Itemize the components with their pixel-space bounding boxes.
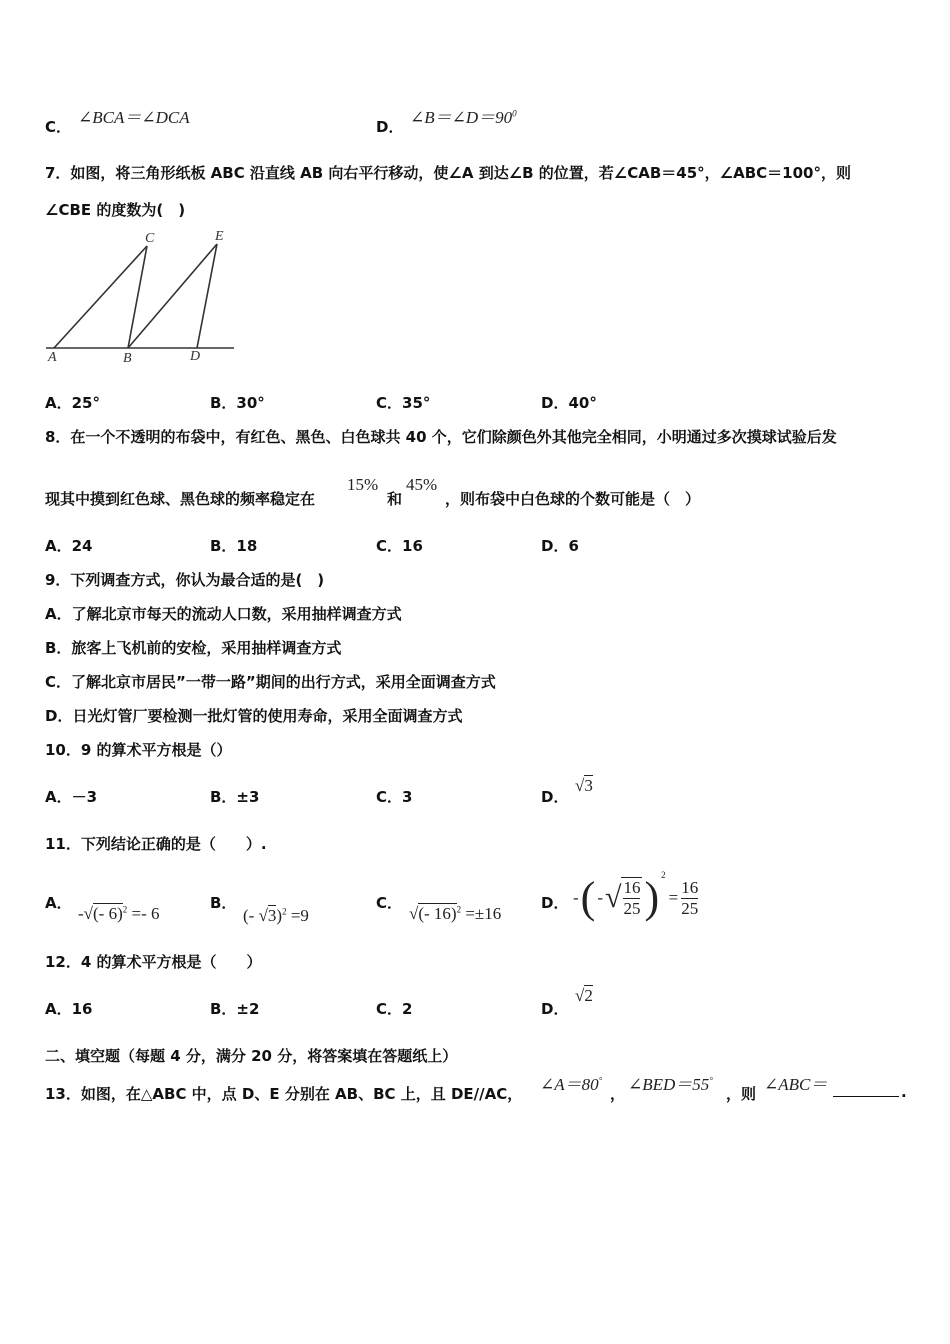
- q8-pct-black: 45%: [406, 475, 438, 494]
- q9-option-d: D．日光灯管厂要检测一批灯管的使用寿命，采用全面调查方式: [45, 707, 463, 725]
- label-c: C: [145, 231, 155, 246]
- q10-option-a: A．－3: [45, 788, 98, 806]
- q9-option-a: A．了解北京市每天的流动人口数，采用抽样调查方式: [45, 605, 402, 623]
- q9-option-b: B．旅客上飞机前的安检，采用抽样调查方式: [45, 639, 342, 657]
- q7-stem-line2: ∠CBE 的度数为( ): [45, 201, 186, 219]
- q8-stem-line2-c: ，则布袋中白色球的个数可能是（ ）: [445, 490, 701, 508]
- label-b: B: [123, 351, 132, 366]
- q6-option-d-label: D．: [376, 118, 404, 136]
- q11-label-c: C．: [376, 894, 403, 912]
- section-2-heading: 二、填空题（每题 4 分，满分 20 分，将答案填在答题纸上）: [45, 1047, 458, 1065]
- q12-option-b: B．±2: [210, 1000, 260, 1018]
- q7-option-a: A．25°: [45, 394, 100, 412]
- q8-option-a: A．24: [45, 537, 93, 555]
- q6-option-c-math: ∠BCA＝∠DCA: [78, 108, 190, 127]
- q7-figure: [44, 226, 240, 368]
- q8-stem-line1: 8．在一个不透明的布袋中，有红色、黑色、白色球共 40 个，它们除颜色外其他完全相同，小明通过多次摸球试验后发: [45, 428, 837, 446]
- q11-option-d-math: - ( - √ 16 25 ) $^2$ = $\frac{16}{25}$: [573, 870, 699, 922]
- q8-option-d: D．6: [541, 537, 579, 555]
- q6-option-d-math: $\angle B=\angle D=90^0$: [410, 108, 517, 127]
- q7-option-c: C．35°: [376, 394, 431, 412]
- q11-option-b-math: (- √3)$^2$ =9: [243, 906, 309, 925]
- q11-option-c-math: √(- 16)$^2$ =±16: [409, 904, 502, 923]
- q7-stem-line1: 7．如图，将三角形纸板 ABC 沿直线 AB 向右平行移动，使∠A 到达∠B 的位置，若∠CAB＝45°，∠ABC＝100°，则: [45, 164, 851, 182]
- q12-option-a: A．16: [45, 1000, 93, 1018]
- q13-then: ，则: [726, 1085, 757, 1103]
- q13-angle-abc: ∠ABC＝: [764, 1075, 828, 1094]
- q10-option-d-math: √3: [575, 776, 593, 795]
- segment-be: [128, 244, 217, 348]
- q11-label-a: A．: [45, 894, 72, 912]
- q8-option-c: C．16: [376, 537, 423, 555]
- q6-option-c-label: C．: [45, 118, 72, 136]
- q10-option-b: B．±3: [210, 788, 260, 806]
- q8-stem-line2-b: 和: [387, 490, 403, 508]
- q8-option-b: B．18: [210, 537, 258, 555]
- q9-stem: 9．下列调查方式，你认为最合适的是( ): [45, 571, 325, 589]
- q13-angle-a: ∠A＝80°: [540, 1075, 603, 1094]
- q13-answer-blank[interactable]: [833, 1096, 899, 1097]
- q10-option-d: D．: [541, 788, 569, 806]
- q11-label-b: B．: [210, 894, 237, 912]
- q13-stem: 13．如图，在△ABC 中，点 D、E 分别在 AB、BC 上，且 DE//AC，: [45, 1085, 523, 1103]
- segment-ac: [54, 246, 147, 348]
- q7-option-b: B．30°: [210, 394, 265, 412]
- label-a: A: [48, 350, 57, 365]
- label-e: E: [215, 229, 224, 244]
- q8-pct-red: 15%: [347, 475, 379, 494]
- q10-stem: 10．9 的算术平方根是（）: [45, 741, 232, 759]
- segment-ed: [197, 244, 217, 348]
- q12-option-d: D．: [541, 1000, 569, 1018]
- q13-sep: ，: [610, 1085, 626, 1103]
- q11-option-a-math: -√(- 6)$^2$ =- 6: [78, 904, 160, 923]
- q11-label-d: D．: [541, 894, 569, 912]
- q13-angle-bed: ∠BED＝55°: [628, 1075, 713, 1094]
- q11-stem: 11．下列结论正确的是（ ）.: [45, 835, 267, 853]
- q10-option-c: C．3: [376, 788, 413, 806]
- q13-end: .: [901, 1083, 907, 1101]
- q7-option-d: D．40°: [541, 394, 597, 412]
- q12-option-d-math: √2: [575, 986, 593, 1005]
- q12-option-c: C．2: [376, 1000, 413, 1018]
- q8-stem-line2-a: 现其中摸到红色球、黑色球的频率稳定在: [45, 490, 316, 508]
- q9-option-c: C．了解北京市居民”一带一路”期间的出行方式，采用全面调查方式: [45, 673, 496, 691]
- label-d: D: [190, 349, 201, 364]
- q12-stem: 12．4 的算术平方根是（ ）: [45, 953, 262, 971]
- segment-cb: [128, 246, 147, 348]
